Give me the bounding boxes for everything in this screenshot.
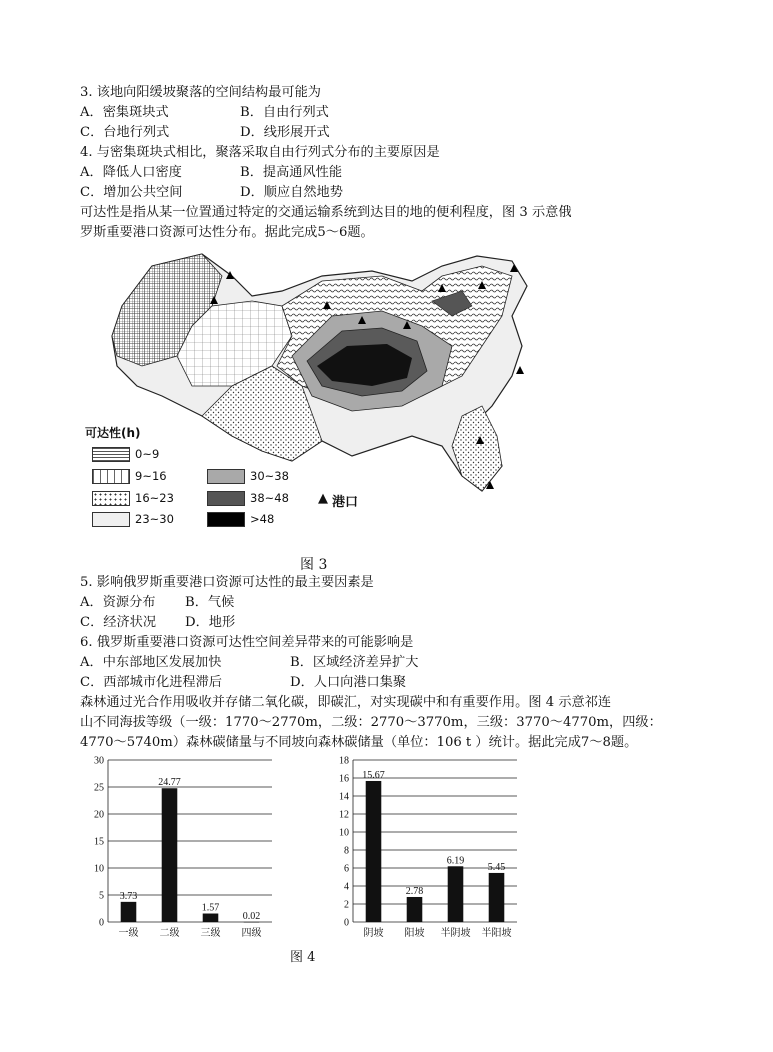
q4-stem: 4. 与密集斑块式相比，聚落采取自由行列式分布的主要原因是 — [80, 145, 440, 160]
bar-value-label: 6.19 — [446, 855, 465, 867]
fig4-caption: 图 4 — [290, 950, 316, 965]
q6-option-b: B．区域经济差异扩大 — [290, 655, 419, 670]
bar-value-label: 1.57 — [201, 902, 220, 914]
y-tick-label: 25 — [94, 782, 104, 794]
legend-swatch-38-48 — [207, 491, 245, 506]
bar-半阳坡 — [489, 873, 505, 922]
q3-option-c: C．台地行列式 — [80, 125, 170, 140]
y-tick-label: 4 — [344, 881, 349, 893]
bar-三级 — [203, 914, 219, 922]
bar-阴坡 — [366, 781, 382, 922]
bar-value-label: 2.78 — [405, 885, 424, 897]
q5-option-a: A．资源分布 — [80, 595, 156, 610]
y-tick-label: 12 — [339, 809, 349, 821]
y-tick-label: 20 — [94, 809, 104, 821]
q6-stem: 6. 俄罗斯重要港口资源可达性空间差异带来的可能影响是 — [80, 635, 414, 650]
intro78-line3: 4770～5740m）森林碳储量与不同坡向森林碳储量（单位：106 t ）统计。据此完成7～8题。 — [80, 735, 638, 750]
intro78-line1: 森林通过光合作用吸收并存储二氧化碳，即碳汇，对实现碳中和有重要作用。图 4 示意祁连 — [80, 695, 612, 710]
intro78-line2: 山不同海拔等级（一级：1770～2770m，二级：2770～3770m，三级：3770～4770m，四级： — [80, 715, 662, 730]
bar-value-label: 3.73 — [119, 890, 138, 902]
legend-port-label: 港口 — [332, 495, 359, 510]
y-tick-label: 14 — [339, 791, 349, 803]
q4-option-a: A．降低人口密度 — [80, 165, 182, 180]
bar-value-label: 5.45 — [487, 861, 506, 873]
legend-swatch-0-9 — [92, 447, 130, 462]
bar-一级 — [121, 902, 137, 922]
q3-stem: 3. 该地向阳缓坡聚落的空间结构最可能为 — [80, 85, 321, 100]
x-tick-label: 四级 — [241, 928, 262, 939]
legend-swatch-16-23 — [92, 491, 130, 506]
legend-label-over-48: >48 — [250, 512, 275, 526]
q6-option-d: D．人口向港口集聚 — [290, 675, 407, 690]
legend-swatch-30-38 — [207, 469, 245, 484]
y-tick-label: 0 — [344, 917, 349, 929]
bar-阳坡 — [407, 897, 423, 922]
q3-option-a: A．密集斑块式 — [80, 105, 169, 120]
q3-option-d: D．线形展开式 — [240, 125, 330, 140]
fig3-caption: 图 3 — [300, 557, 328, 573]
legend-label-16-23: 16~23 — [135, 491, 174, 505]
chart-elevation-svg — [80, 752, 280, 947]
x-tick-label: 三级 — [200, 928, 221, 939]
y-tick-label: 15 — [94, 836, 104, 848]
q3-option-b: B．自由行列式 — [240, 105, 329, 120]
legend-swatch-23-30 — [92, 512, 130, 527]
y-tick-label: 10 — [339, 827, 349, 839]
x-tick-label: 半阳坡 — [481, 928, 512, 939]
q4-option-d: D．顺应自然地势 — [240, 185, 343, 200]
y-tick-label: 6 — [344, 863, 349, 875]
x-tick-label: 半阴坡 — [440, 928, 471, 939]
bar-value-label: 0.02 — [242, 910, 261, 922]
legend-label-9-16: 9~16 — [135, 469, 167, 483]
legend-label-30-38: 30~38 — [250, 469, 289, 483]
legend-swatch-over-48 — [207, 512, 245, 527]
intro56-line1: 可达性是指从某一位置通过特定的交通运输系统到达目的地的便利程度，图 3 示意俄 — [80, 205, 572, 220]
chart-aspect — [325, 752, 525, 951]
q6-option-c: C．西部城市化进程滞后 — [80, 675, 222, 690]
x-tick-label: 二级 — [159, 928, 180, 939]
chart-elevation — [80, 752, 280, 951]
bar-二级 — [162, 788, 178, 922]
x-tick-label: 阴坡 — [363, 928, 384, 939]
chart-aspect-svg — [325, 752, 525, 947]
legend-label-0-9: 0~9 — [135, 447, 160, 461]
x-tick-label: 阳坡 — [404, 928, 425, 939]
y-tick-label: 5 — [99, 890, 104, 902]
bar-value-label: 24.77 — [158, 777, 181, 789]
q5-stem: 5. 影响俄罗斯重要港口资源可达性的最主要因素是 — [80, 575, 374, 590]
q5-option-d: D．地形 — [185, 615, 236, 630]
q6-option-a: A．中东部地区发展加快 — [80, 655, 222, 670]
intro56-line2: 罗斯重要港口资源可达性分布。据此完成5～6题。 — [80, 225, 374, 240]
legend-port-icon: ▲ — [318, 491, 328, 506]
q5-option-c: C．经济状况 — [80, 615, 157, 630]
q4-option-b: B．提高通风性能 — [240, 165, 343, 180]
y-tick-label: 0 — [99, 917, 104, 929]
x-tick-label: 一级 — [118, 928, 139, 939]
y-tick-label: 8 — [344, 845, 349, 857]
y-tick-label: 16 — [339, 773, 349, 785]
legend-label-38-48: 38~48 — [250, 491, 289, 505]
bar-value-label: 15.67 — [362, 769, 385, 781]
y-tick-label: 30 — [94, 755, 104, 767]
bar-四级 — [244, 922, 260, 923]
legend-label-23-30: 23~30 — [135, 512, 174, 526]
y-tick-label: 18 — [339, 755, 349, 767]
bar-半阴坡 — [448, 866, 464, 922]
y-tick-label: 2 — [344, 899, 349, 911]
legend-swatch-9-16 — [92, 469, 130, 484]
q4-option-c: C．增加公共空间 — [80, 185, 183, 200]
y-tick-label: 10 — [94, 863, 104, 875]
q5-option-b: B．气候 — [185, 595, 235, 610]
legend-title: 可达性(h) — [85, 426, 141, 440]
